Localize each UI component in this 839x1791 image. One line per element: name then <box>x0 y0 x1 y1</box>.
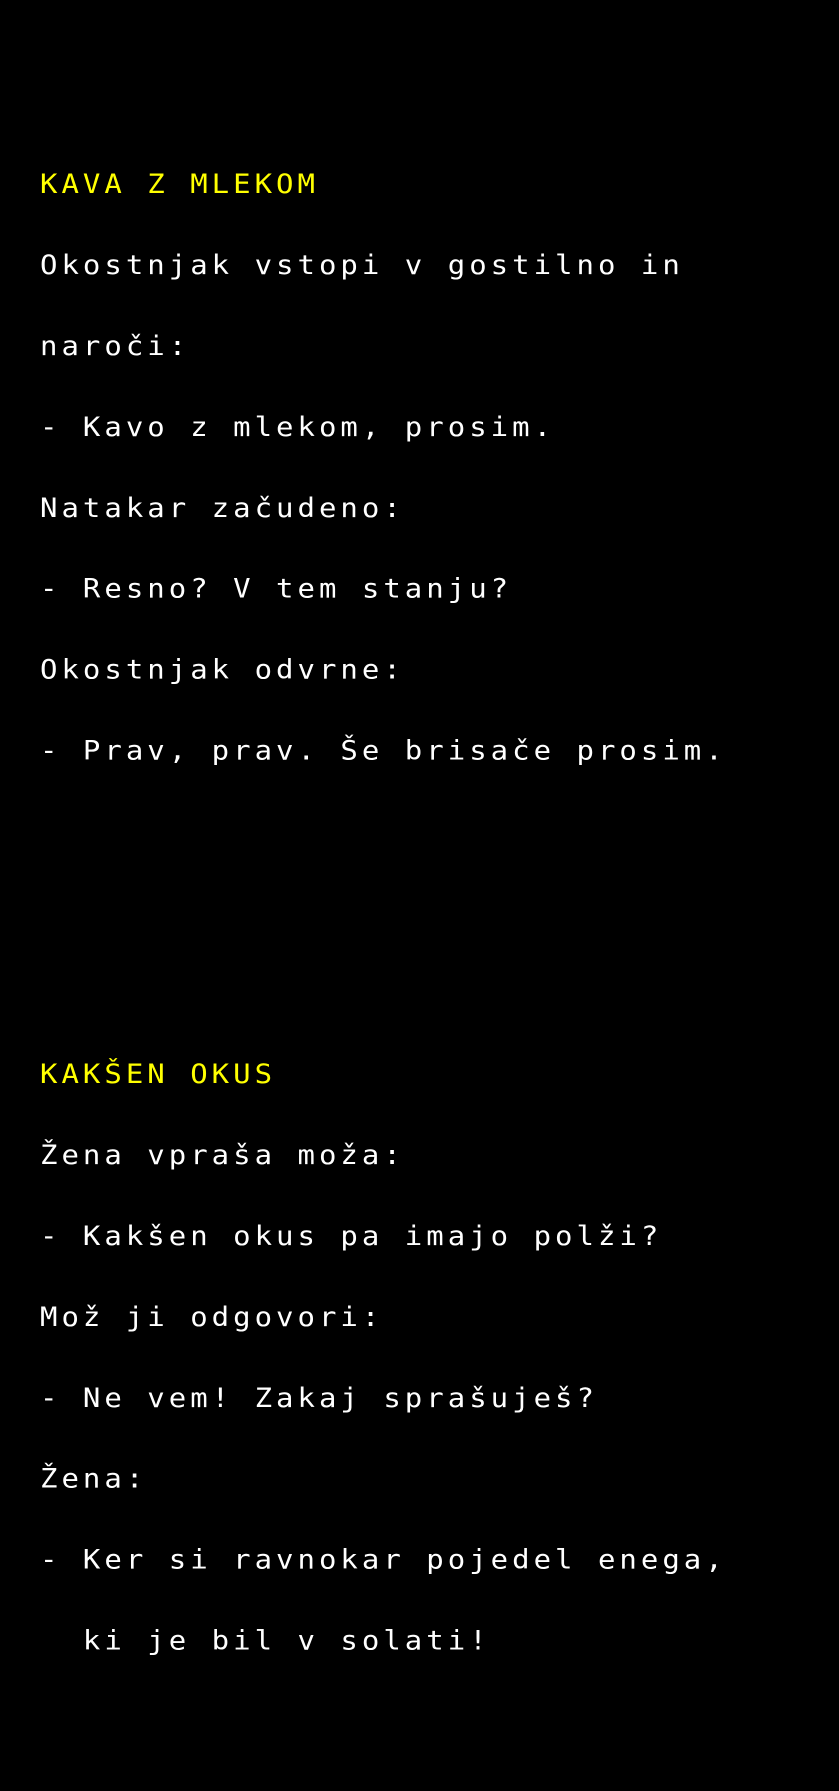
joke-line: Mož ji odgovori: <box>40 1300 384 1333</box>
joke-line: - Ne vem! Zakaj sprašuješ? <box>40 1381 598 1414</box>
joke-line: - Kavo z mlekom, prosim. <box>40 410 556 443</box>
joke-line: - Resno? V tem stanju? <box>40 572 513 605</box>
spacer <box>40 899 727 926</box>
joke-line: Natakar začudeno: <box>40 491 405 524</box>
joke-line: Okostnjak odvrne: <box>40 653 405 686</box>
joke-line: - Kakšen okus pa imajo polži? <box>40 1219 663 1252</box>
joke-title: KAKŠEN OKUS <box>40 1058 277 1090</box>
joke-block <box>40 1007 727 1708</box>
teletext-page <box>40 36 727 1789</box>
joke-line: Žena: <box>40 1462 148 1495</box>
joke-block <box>40 117 727 818</box>
joke-title: KAVA Z MLEKOM <box>40 168 319 200</box>
joke-line: - Ker si ravnokar pojedel enega, <box>40 1543 727 1576</box>
joke-line: Žena vpraša moža: <box>40 1138 405 1171</box>
joke-line: naroči: <box>40 329 191 362</box>
joke-line: ki je bil v solati! <box>40 1624 491 1657</box>
joke-line: - Prav, prav. Še brisače prosim. <box>40 734 727 767</box>
joke-line: Okostnjak vstopi v gostilno in <box>40 248 684 281</box>
